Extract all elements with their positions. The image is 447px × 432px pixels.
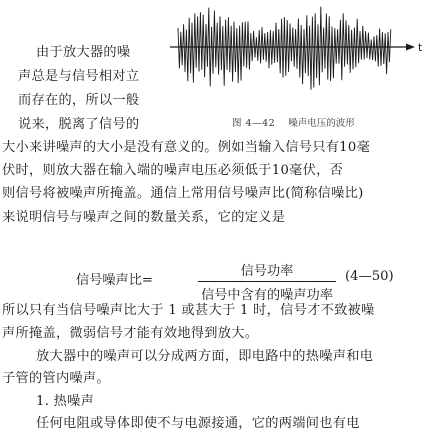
text-line: 来说明信号与噪声之间的数量关系，它的定义是 (2, 210, 286, 225)
text-line: 声所掩盖，微弱信号才能有效地得到放大。 (2, 326, 259, 341)
formula-lhs: 信号噪声比= (76, 273, 153, 288)
text-line: 子管的管内噪声。 (2, 371, 110, 386)
figure-caption-number: 图 4—42 (232, 118, 276, 129)
text-line: 放大器中的噪声可以分成两方面，即电路中的热噪声和电 (36, 349, 374, 364)
snr-formula (0, 257, 447, 301)
time-axis-arrow-icon (406, 44, 415, 51)
text-line: 由于放大器的噪 (36, 45, 131, 60)
figure-caption-text: 噪声电压的波形 (288, 118, 355, 129)
text-line: 说来，脱离了信号的 (18, 117, 140, 132)
equation-number: (4—50) (345, 269, 394, 284)
text-line: 声总是与信号相对立 (18, 69, 140, 84)
text-line: 而存在的，所以一般 (18, 93, 140, 108)
formula-fraction (198, 260, 336, 303)
text-line: 则信号将被噪声所掩盖。通信上常用信号噪声比(简称信噪比) (2, 186, 364, 201)
formula-numerator: 信号功率 (240, 264, 294, 279)
fraction-bar (198, 281, 336, 282)
text-line: 任何电阻或导体即使不与电源接通，它的两端间也有电 (36, 416, 360, 431)
text-line: 所以只有当信号噪声比大于 1 或甚大于 1 时，信号才不致被噪 (2, 303, 375, 318)
formula-denominator: 信号中含有的噪声功率 (201, 288, 333, 303)
text-line: 大小来讲噪声的大小是没有意义的。例如当输入信号只有10毫 (2, 140, 371, 155)
figure-caption (232, 115, 355, 129)
section-heading: 1. 热噪声 (36, 394, 95, 409)
text-line: 伏时，则放大器在输入端的噪声电压必须低于10毫伏，否 (2, 163, 344, 178)
waveform-trace (178, 7, 391, 90)
time-axis-label: t (418, 41, 423, 54)
noise-waveform (178, 7, 391, 90)
